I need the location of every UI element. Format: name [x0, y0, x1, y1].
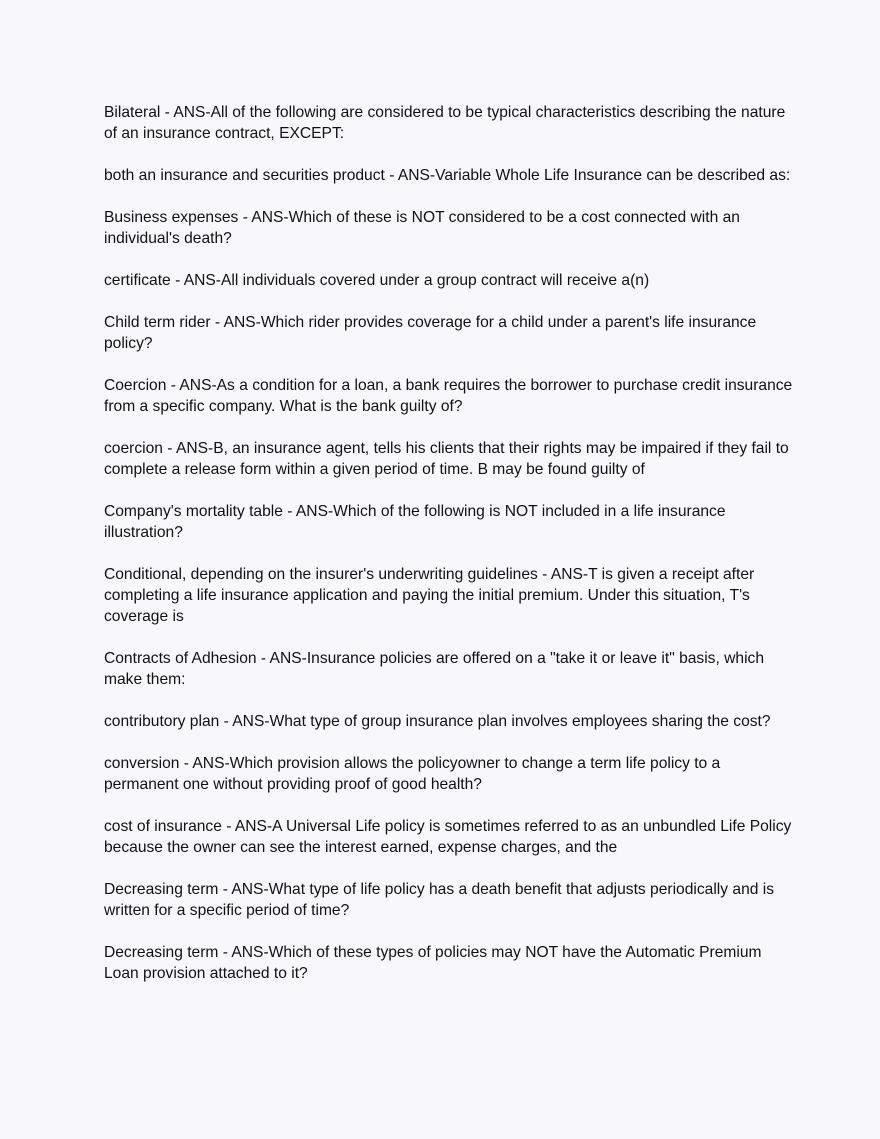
qa-entry: contributory plan - ANS-What type of group insurance plan involves employees sharing the cost?	[104, 713, 771, 730]
qa-entry: Child term rider - ANS-Which rider provides coverage for a child under a parent's life insurance policy?	[104, 314, 757, 352]
qa-entry: certificate - ANS-All individuals covered under a group contract will receive a(n)	[104, 272, 650, 289]
qa-entry: cost of insurance - ANS-A Universal Life policy is sometimes referred to as an unbundled Life Policy because the owner can see the interest earned, expense charges, and the	[104, 818, 792, 856]
qa-entry: Decreasing term - ANS-What type of life policy has a death benefit that adjusts periodically and is written for a specific period of time?	[104, 881, 775, 919]
qa-entry: Bilateral - ANS-All of the following are considered to be typical characteristics describing the nature of an insurance contract, EXCEPT:	[104, 104, 786, 142]
qa-entry: Contracts of Adhesion - ANS-Insurance policies are offered on a "take it or leave it" basis, which make them:	[104, 650, 765, 688]
qa-entry: Company's mortality table - ANS-Which of the following is NOT included in a life insurance illustration?	[104, 503, 726, 541]
qa-entry: both an insurance and securities product - ANS-Variable Whole Life Insurance can be described as:	[104, 167, 791, 184]
qa-entry: Decreasing term - ANS-Which of these types of policies may NOT have the Automatic Premium Loan provision attached to it?	[104, 944, 762, 982]
qa-entry: Business expenses - ANS-Which of these is NOT considered to be a cost connected with an individual's death?	[104, 209, 740, 247]
qa-entry: Coercion - ANS-As a condition for a loan, a bank requires the borrower to purchase credit insurance from a specific company. What is the bank guilty of?	[104, 377, 793, 415]
qa-entry: Conditional, depending on the insurer's underwriting guidelines - ANS-T is given a receipt after completing a life insurance application and paying the initial premium. Under this situation, T's coverage is	[104, 566, 755, 625]
qa-entry: conversion - ANS-Which provision allows the policyowner to change a term life policy to a permanent one without providing proof of good health?	[104, 755, 721, 793]
qa-entry: coercion - ANS-B, an insurance agent, tells his clients that their rights may be impaired if they fail to complete a release form within a given period of time. B may be found guilty of	[104, 440, 789, 478]
document-page	[104, 102, 794, 1005]
